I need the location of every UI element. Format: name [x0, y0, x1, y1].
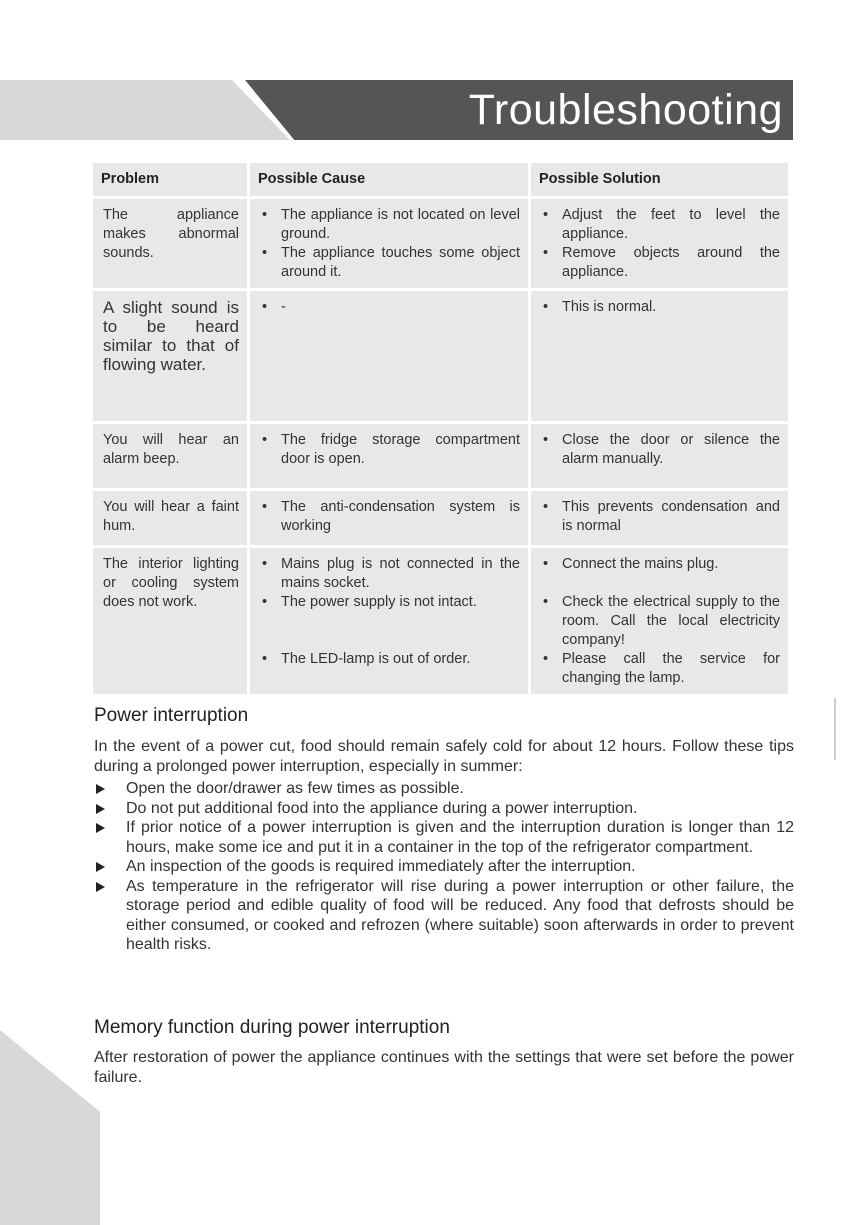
cause-cell — [250, 548, 528, 694]
cause-cell — [250, 291, 528, 421]
solution-item: • Check the electrical supply to the room. Call the local electricity company! — [541, 593, 780, 650]
section-title-power-interruption: Power interruption — [94, 705, 249, 726]
page-title: Troubleshooting — [468, 86, 783, 134]
solution-item: • Connect the mains plug. — [541, 555, 780, 574]
problem-cell: The appliance makes abnormal sounds. — [93, 199, 247, 288]
side-marker — [834, 698, 836, 760]
cause-cell — [250, 424, 528, 488]
header-accent-light — [0, 80, 290, 140]
solution-cell — [531, 491, 788, 545]
cause-item: • The fridge storage compartment door is open. — [260, 431, 520, 469]
power-interruption-intro: In the event of a power cut, food should remain safely cold for about 12 hours. Follow these tips during a prolonged power interruption, especially in summer: — [94, 738, 794, 775]
table-row — [93, 424, 788, 488]
solution-item: • This is normal. — [541, 298, 780, 317]
cause-item: • The appliance is not located on level ground. — [260, 206, 520, 244]
column-header-problem: Problem — [93, 163, 247, 196]
triangle-bullet-icon — [96, 804, 105, 814]
tip-text: As temperature in the refrigerator will rise during a power interruption or other failure, the storage period and edible quality of food will be reduced. Any food that defrosts should be either consumed, or cooked and refrozen (where suitable) soon afterwards in order to prevent health risks. — [126, 877, 794, 953]
list-item — [94, 818, 794, 857]
troubleshooting-table — [90, 160, 791, 697]
cause-item: • The LED-lamp is out of order. — [260, 650, 520, 669]
solution-item: • Adjust the feet to level the appliance. — [541, 206, 780, 244]
table-row — [93, 199, 788, 288]
solution-cell — [531, 199, 788, 288]
solution-item: • Remove objects around the appliance. — [541, 244, 780, 282]
column-header-solution: Possible Solution — [531, 163, 788, 196]
list-item — [94, 877, 794, 955]
memory-function-text: After restoration of power the appliance continues with the settings that were set before the power failure. — [94, 1049, 794, 1086]
list-item — [94, 799, 794, 819]
triangle-bullet-icon — [96, 823, 105, 833]
section-title-memory-function: Memory function during power interruption — [94, 1017, 450, 1038]
list-item — [94, 857, 794, 877]
solution-cell — [531, 548, 788, 694]
cause-item: • Mains plug is not connected in the mains socket. — [260, 555, 520, 593]
solution-item: • Please call the service for changing the lamp. — [541, 650, 780, 688]
table-row — [93, 548, 788, 694]
problem-cell: The interior lighting or cooling system does not work. — [93, 548, 247, 694]
problem-cell: A slight sound is to be heard similar to that of flowing water. — [93, 291, 247, 421]
triangle-bullet-icon — [96, 784, 105, 794]
solution-item: • This prevents condensation and is normal — [541, 498, 780, 536]
solution-cell — [531, 291, 788, 421]
power-interruption-tips — [94, 779, 794, 955]
cause-item: • - — [260, 298, 520, 317]
solution-item: • Close the door or silence the alarm manually. — [541, 431, 780, 469]
list-item — [94, 779, 794, 799]
problem-cell: You will hear a faint hum. — [93, 491, 247, 545]
triangle-bullet-icon — [96, 862, 105, 872]
tip-text: Do not put additional food into the appliance during a power interruption. — [126, 799, 638, 817]
table-row — [93, 291, 788, 421]
table-row — [93, 491, 788, 545]
tip-text: Open the door/drawer as few times as possible. — [126, 780, 464, 797]
triangle-bullet-icon — [96, 882, 105, 892]
cause-item: • The power supply is not intact. — [260, 593, 520, 612]
solution-cell — [531, 424, 788, 488]
corner-decoration — [0, 1030, 100, 1225]
table-header-row — [93, 163, 788, 196]
cause-cell — [250, 491, 528, 545]
tip-text: An inspection of the goods is required immediately after the interruption. — [126, 858, 636, 875]
cause-item: • The anti-condensation system is working — [260, 498, 520, 536]
problem-cell: You will hear an alarm beep. — [93, 424, 247, 488]
cause-item: • The appliance touches some object around it. — [260, 244, 520, 282]
column-header-cause: Possible Cause — [250, 163, 528, 196]
cause-cell — [250, 199, 528, 288]
tip-text: If prior notice of a power interruption is given and the interruption duration is longer than 12 hours, make some ice and put it in a container in the top of the refrigerator compartment. — [126, 819, 794, 856]
